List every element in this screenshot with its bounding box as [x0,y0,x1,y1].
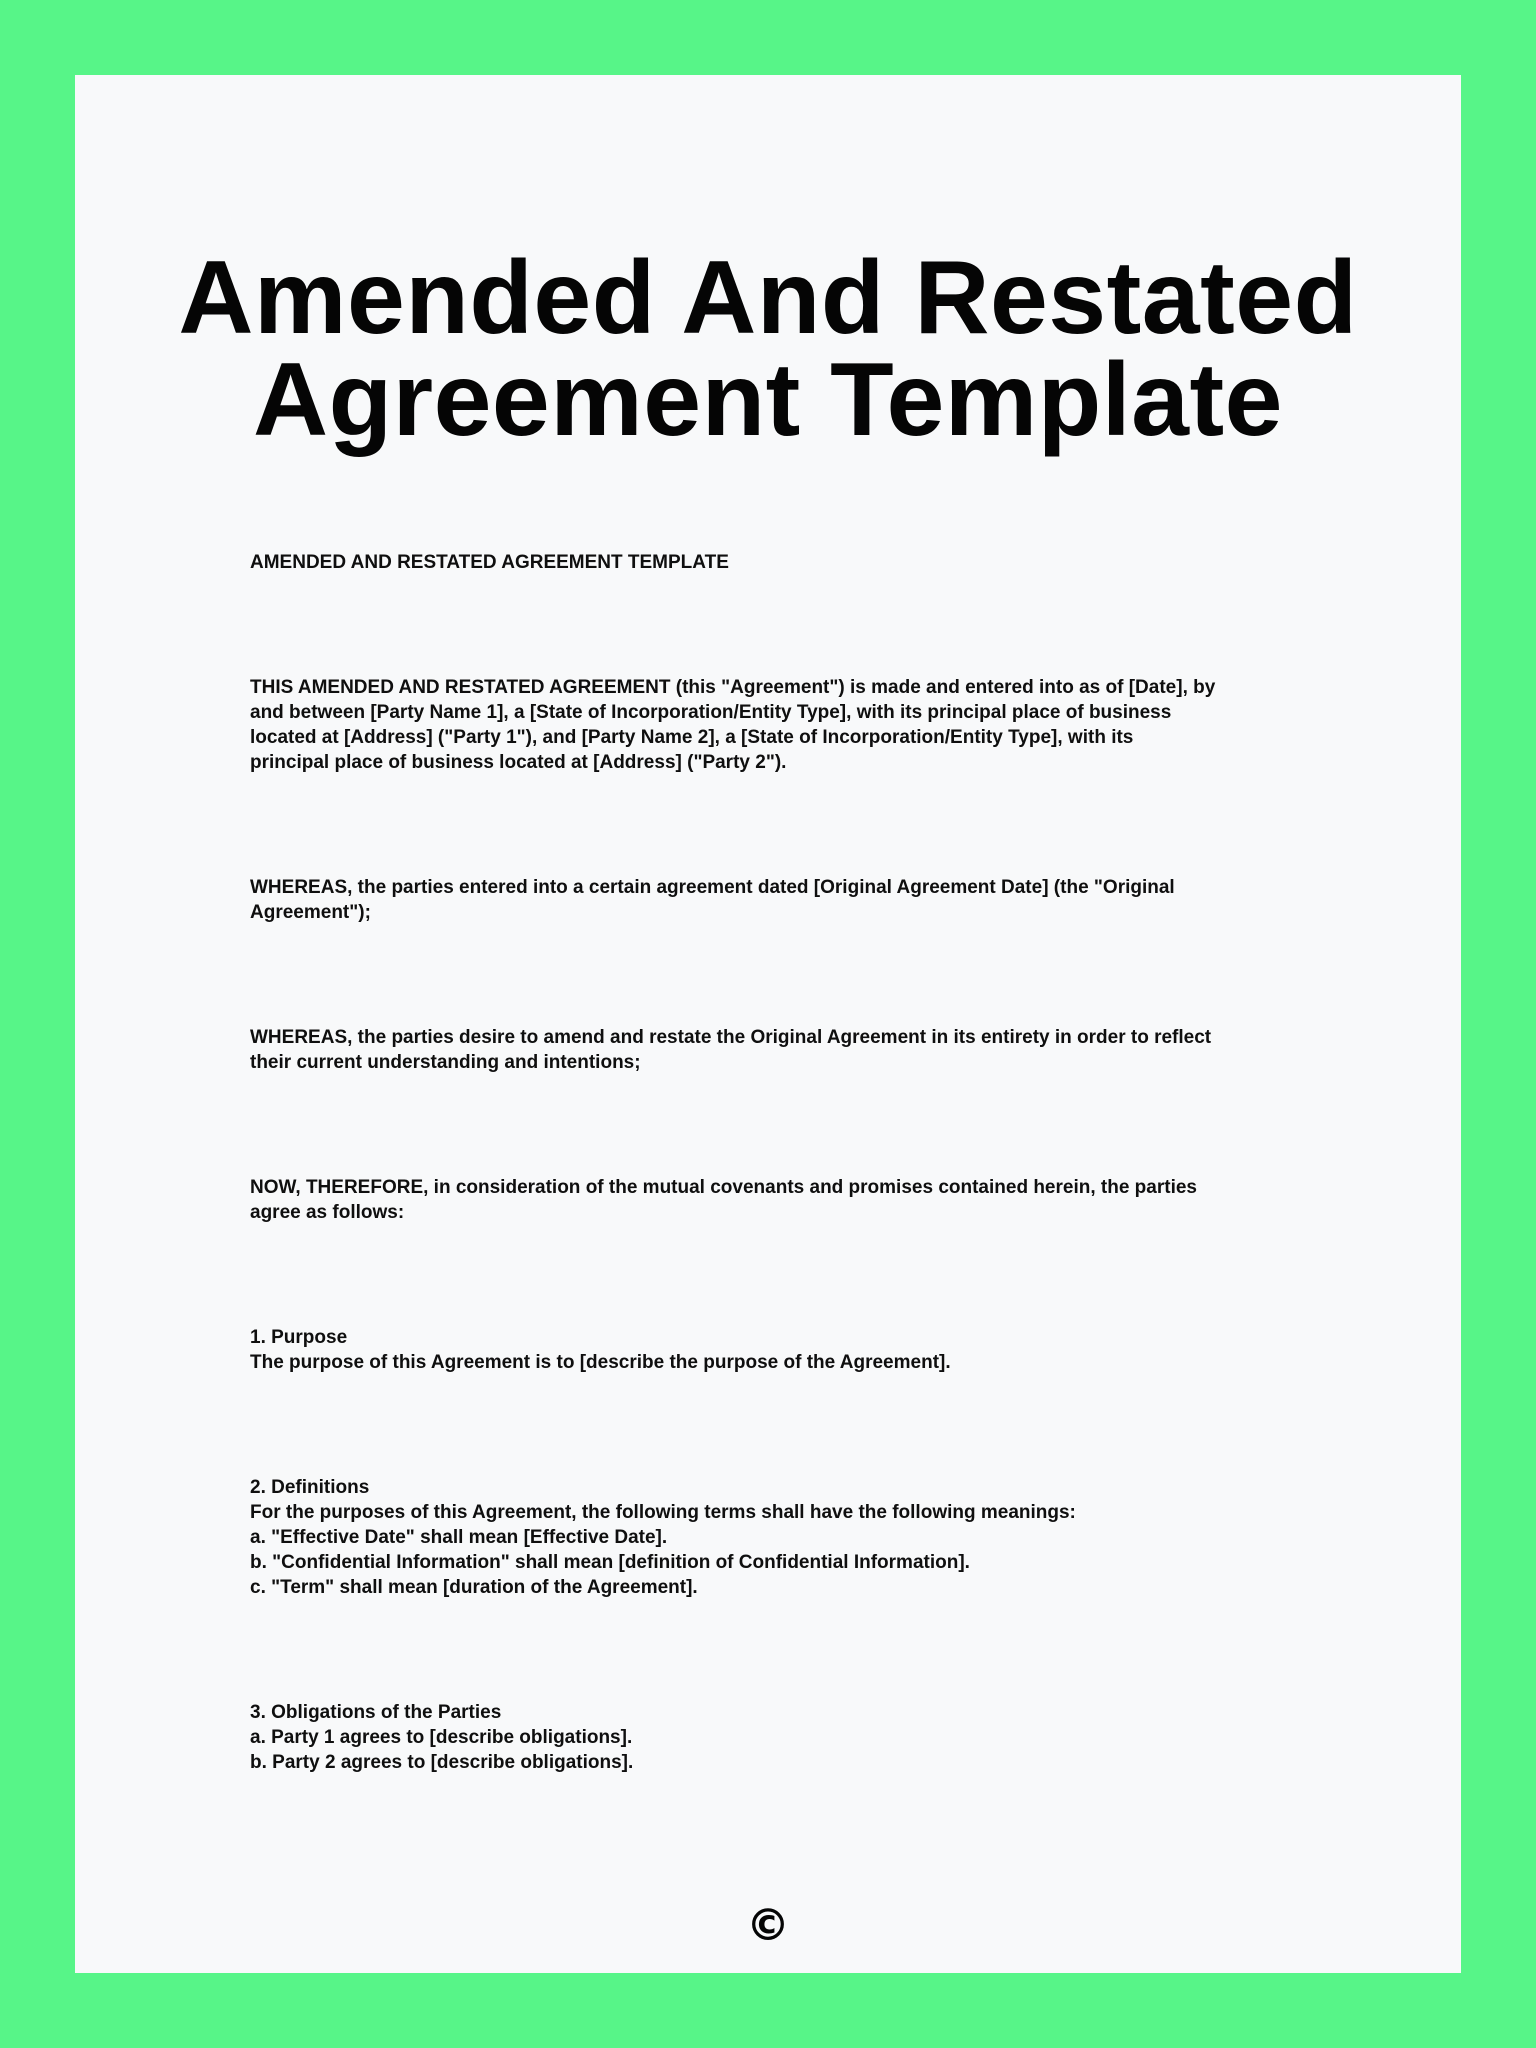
intro-line: and between [Party Name 1], a [State of Incorporation/Entity Type], with its principal place of business [250,702,1172,723]
agreement-heading: AMENDED AND RESTATED AGREEMENT TEMPLATE [250,552,729,573]
section-obligations [250,1700,1350,1775]
whereas-line: WHEREAS, the parties entered into a certain agreement dated [Original Agreement Date] (the "Original [250,877,1175,898]
whereas-line: their current understanding and intentions; [250,1052,641,1073]
section-line: c. "Term" shall mean [duration of the Agreement]. [250,1577,698,1598]
document-title-line-1: Amended And Restated [178,240,1358,356]
section-line: The purpose of this Agreement is to [describe the purpose of the Agreement]. [250,1352,951,1373]
section-line: b. "Confidential Information" shall mean [definition of Confidential Information]. [250,1552,970,1573]
now-therefore-line: agree as follows: [250,1202,405,1223]
section-line: a. "Effective Date" shall mean [Effective Date]. [250,1527,668,1548]
now-therefore-paragraph [250,1175,1350,1225]
whereas-paragraph-1 [250,875,1350,925]
intro-line: principal place of business located at [Address] ("Party 2"). [250,752,787,773]
section-definitions [250,1475,1350,1600]
section-heading: 2. Definitions [250,1477,370,1498]
section-heading: 3. Obligations of the Parties [250,1702,502,1723]
intro-line: located at [Address] ("Party 1"), and [Party Name 2], a [State of Incorporation/Entity Type], with its [250,727,1134,748]
document-title-line-2: Agreement Template [252,342,1283,458]
section-line: a. Party 1 agrees to [describe obligations]. [250,1727,633,1748]
section-line: b. Party 2 agrees to [describe obligations]. [250,1752,634,1773]
copyright-icon: © [746,1900,790,1951]
intro-line: THIS AMENDED AND RESTATED AGREEMENT (this "Agreement") is made and entered into as of [Date], by [250,677,1216,698]
document-page [75,75,1461,1973]
section-purpose [250,1325,1350,1375]
intro-paragraph [250,675,1350,775]
whereas-line: Agreement"); [250,902,371,923]
document-title [75,240,1461,458]
whereas-line: WHEREAS, the parties desire to amend and restate the Original Agreement in its entirety in order to reflect [250,1027,1212,1048]
now-therefore-line: NOW, THEREFORE, in consideration of the mutual covenants and promises contained herein, the parties [250,1177,1197,1198]
section-heading: 1. Purpose [250,1327,348,1348]
section-line: For the purposes of this Agreement, the following terms shall have the following meanings: [250,1502,1076,1523]
whereas-paragraph-2 [250,1025,1350,1075]
